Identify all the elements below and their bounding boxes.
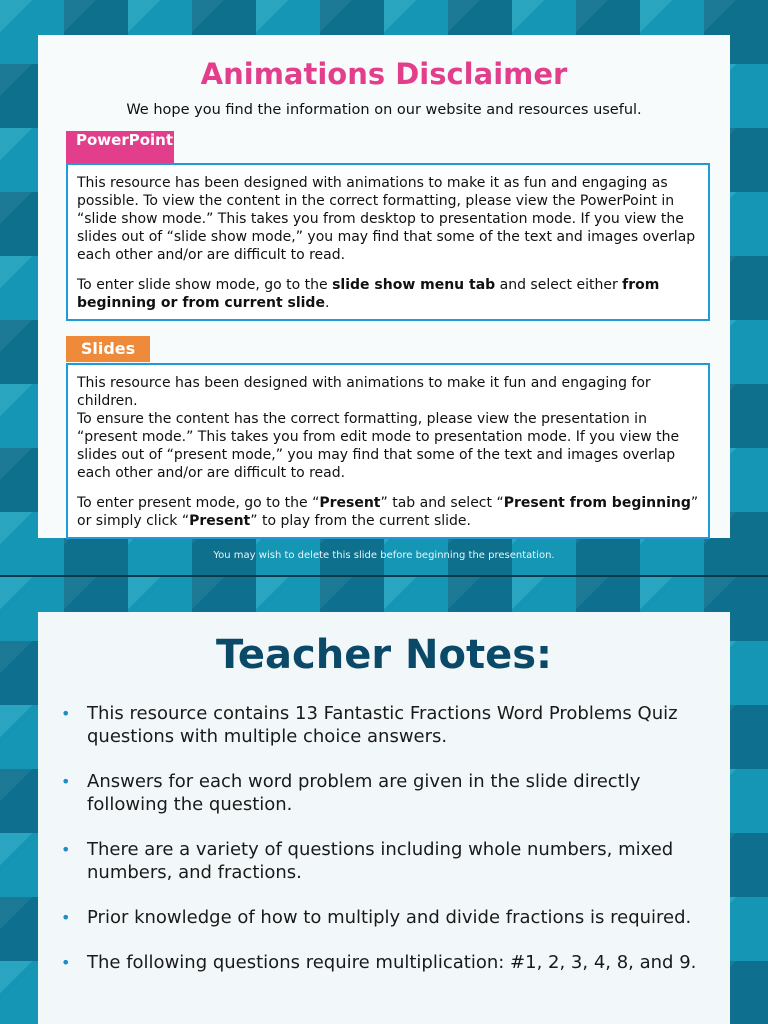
powerpoint-paragraph-1: This resource has been designed with animations to make it as fun and engaging as possible. To view the content in the correct formatting, please view the PowerPoint in “slide show mode.” This takes you from desktop to presentation mode. If you view the slides out of “slide show mode,” you may find that some of the text and images overlap each other and/or are difficult to read. — [77, 175, 696, 263]
present-from-beginning-text: Present from beginning — [503, 495, 691, 511]
slides-tab-label: Slides — [66, 336, 150, 362]
bullet-icon: • — [61, 953, 71, 972]
slides-p1-line-2: To ensure the content has the correct formatting, please view the presentation in “present mode.” This takes you from edit mode to presentation mode. If you view the slides out of “present mode,” you may find that some of the text and images overlap each other and/or are difficult to read. — [77, 411, 680, 481]
slides-instructions-box — [66, 363, 710, 539]
slides-p2-text-g: ” to play from the current slide. — [250, 513, 471, 529]
note-text: The following questions require multiplication: #1, 2, 3, 4, 8, and 9. — [87, 952, 697, 973]
list-item — [58, 770, 698, 816]
slides-p2-text-a: To enter present mode, go to the “ — [77, 495, 320, 511]
bullet-icon: • — [61, 908, 71, 927]
note-text: Answers for each word problem are given in the slide directly following the question. — [87, 771, 641, 815]
delete-slide-note: You may wish to delete this slide before beginning the presentation. — [213, 550, 555, 561]
slide-show-menu-tab-text: slide show menu tab — [332, 277, 496, 293]
list-item — [58, 906, 698, 929]
teacher-notes-card — [38, 612, 730, 1024]
bullet-icon: • — [61, 840, 71, 859]
slides-paragraph-1 — [77, 374, 700, 482]
bullet-icon: • — [61, 772, 71, 791]
teacher-notes-list — [58, 702, 698, 996]
slides-p2-text-e: ” or simply click “ — [77, 495, 699, 529]
note-text: There are a variety of questions including whole numbers, mixed numbers, and fractions. — [87, 839, 674, 883]
powerpoint-p2-text-c: and select either — [495, 277, 623, 293]
slides-p2-text-c: ” tab and select “ — [380, 495, 504, 511]
present-tab-text: Present — [319, 495, 381, 511]
slides-p1-line-1: This resource has been designed with animations to make it fun and engaging for children. — [77, 375, 651, 409]
note-text: This resource contains 13 Fantastic Fractions Word Problems Quiz questions with multiple choice answers. — [87, 703, 678, 747]
teacher-notes-title: Teacher Notes: — [215, 632, 553, 678]
slides-paragraph-2 — [77, 494, 700, 530]
powerpoint-p2-text-e: . — [324, 295, 330, 311]
list-item — [58, 702, 698, 748]
list-item — [58, 838, 698, 884]
disclaimer-intro: We hope you find the information on our website and resources useful. — [126, 102, 642, 118]
slide-divider — [0, 575, 768, 577]
present-button-text: Present — [189, 513, 251, 529]
note-text: Prior knowledge of how to multiply and divide fractions is required. — [87, 907, 692, 928]
powerpoint-tab-label: PowerPoint — [66, 131, 174, 165]
list-item — [58, 951, 698, 974]
from-beginning-text: from beginning or from current slide — [77, 277, 660, 311]
bullet-icon: • — [61, 704, 71, 723]
powerpoint-paragraph-2 — [77, 276, 700, 312]
powerpoint-instructions-box — [66, 163, 710, 321]
powerpoint-p2-text-a: To enter slide show mode, go to the — [77, 277, 333, 293]
disclaimer-card — [38, 35, 730, 538]
disclaimer-title: Animations Disclaimer — [200, 57, 568, 91]
